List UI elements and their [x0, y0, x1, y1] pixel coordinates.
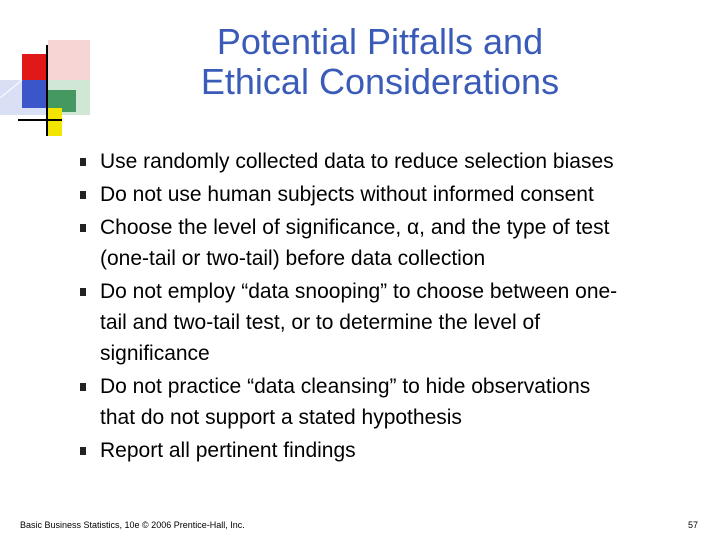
bullet-item: [82, 179, 702, 210]
square-bullet-icon: [80, 288, 86, 296]
bullet-text: Report all pertinent findings: [100, 439, 356, 462]
slide-title: [170, 22, 590, 102]
title-line-1: Potential Pitfalls and: [216, 21, 544, 62]
bullet-item: [82, 435, 702, 466]
bullet-text: Do not use human subjects without informed consent: [100, 183, 594, 206]
bullet-text: Do not practice “data cleansing” to hide observations that do not support a stated hypothesis: [100, 375, 591, 429]
page-number: 57: [687, 520, 698, 530]
bullet-text: Use randomly collected data to reduce selection biases: [100, 150, 614, 173]
bullet-list: [82, 146, 702, 468]
square-bullet-icon: [80, 447, 86, 455]
bullet-item: [82, 146, 702, 177]
bullet-item: [82, 276, 702, 369]
footer-copyright: Basic Business Statistics, 10e © 2006 Prentice-Hall, Inc.: [20, 520, 245, 530]
square-bullet-icon: [80, 191, 86, 199]
bullet-item: [82, 212, 702, 274]
title-line-2: Ethical Considerations: [200, 61, 560, 102]
bullet-text: Choose the level of significance, α, and the type of test (one-tail or two-tail) before data collection: [100, 216, 610, 270]
square-bullet-icon: [80, 158, 86, 166]
square-bullet-icon: [80, 383, 86, 391]
decorative-logo: [0, 40, 100, 140]
bullet-item: [82, 371, 702, 433]
square-bullet-icon: [80, 224, 86, 232]
bullet-text: Do not employ “data snooping” to choose between one- tail and two-tail test, or to determine the level of significance: [100, 280, 618, 365]
